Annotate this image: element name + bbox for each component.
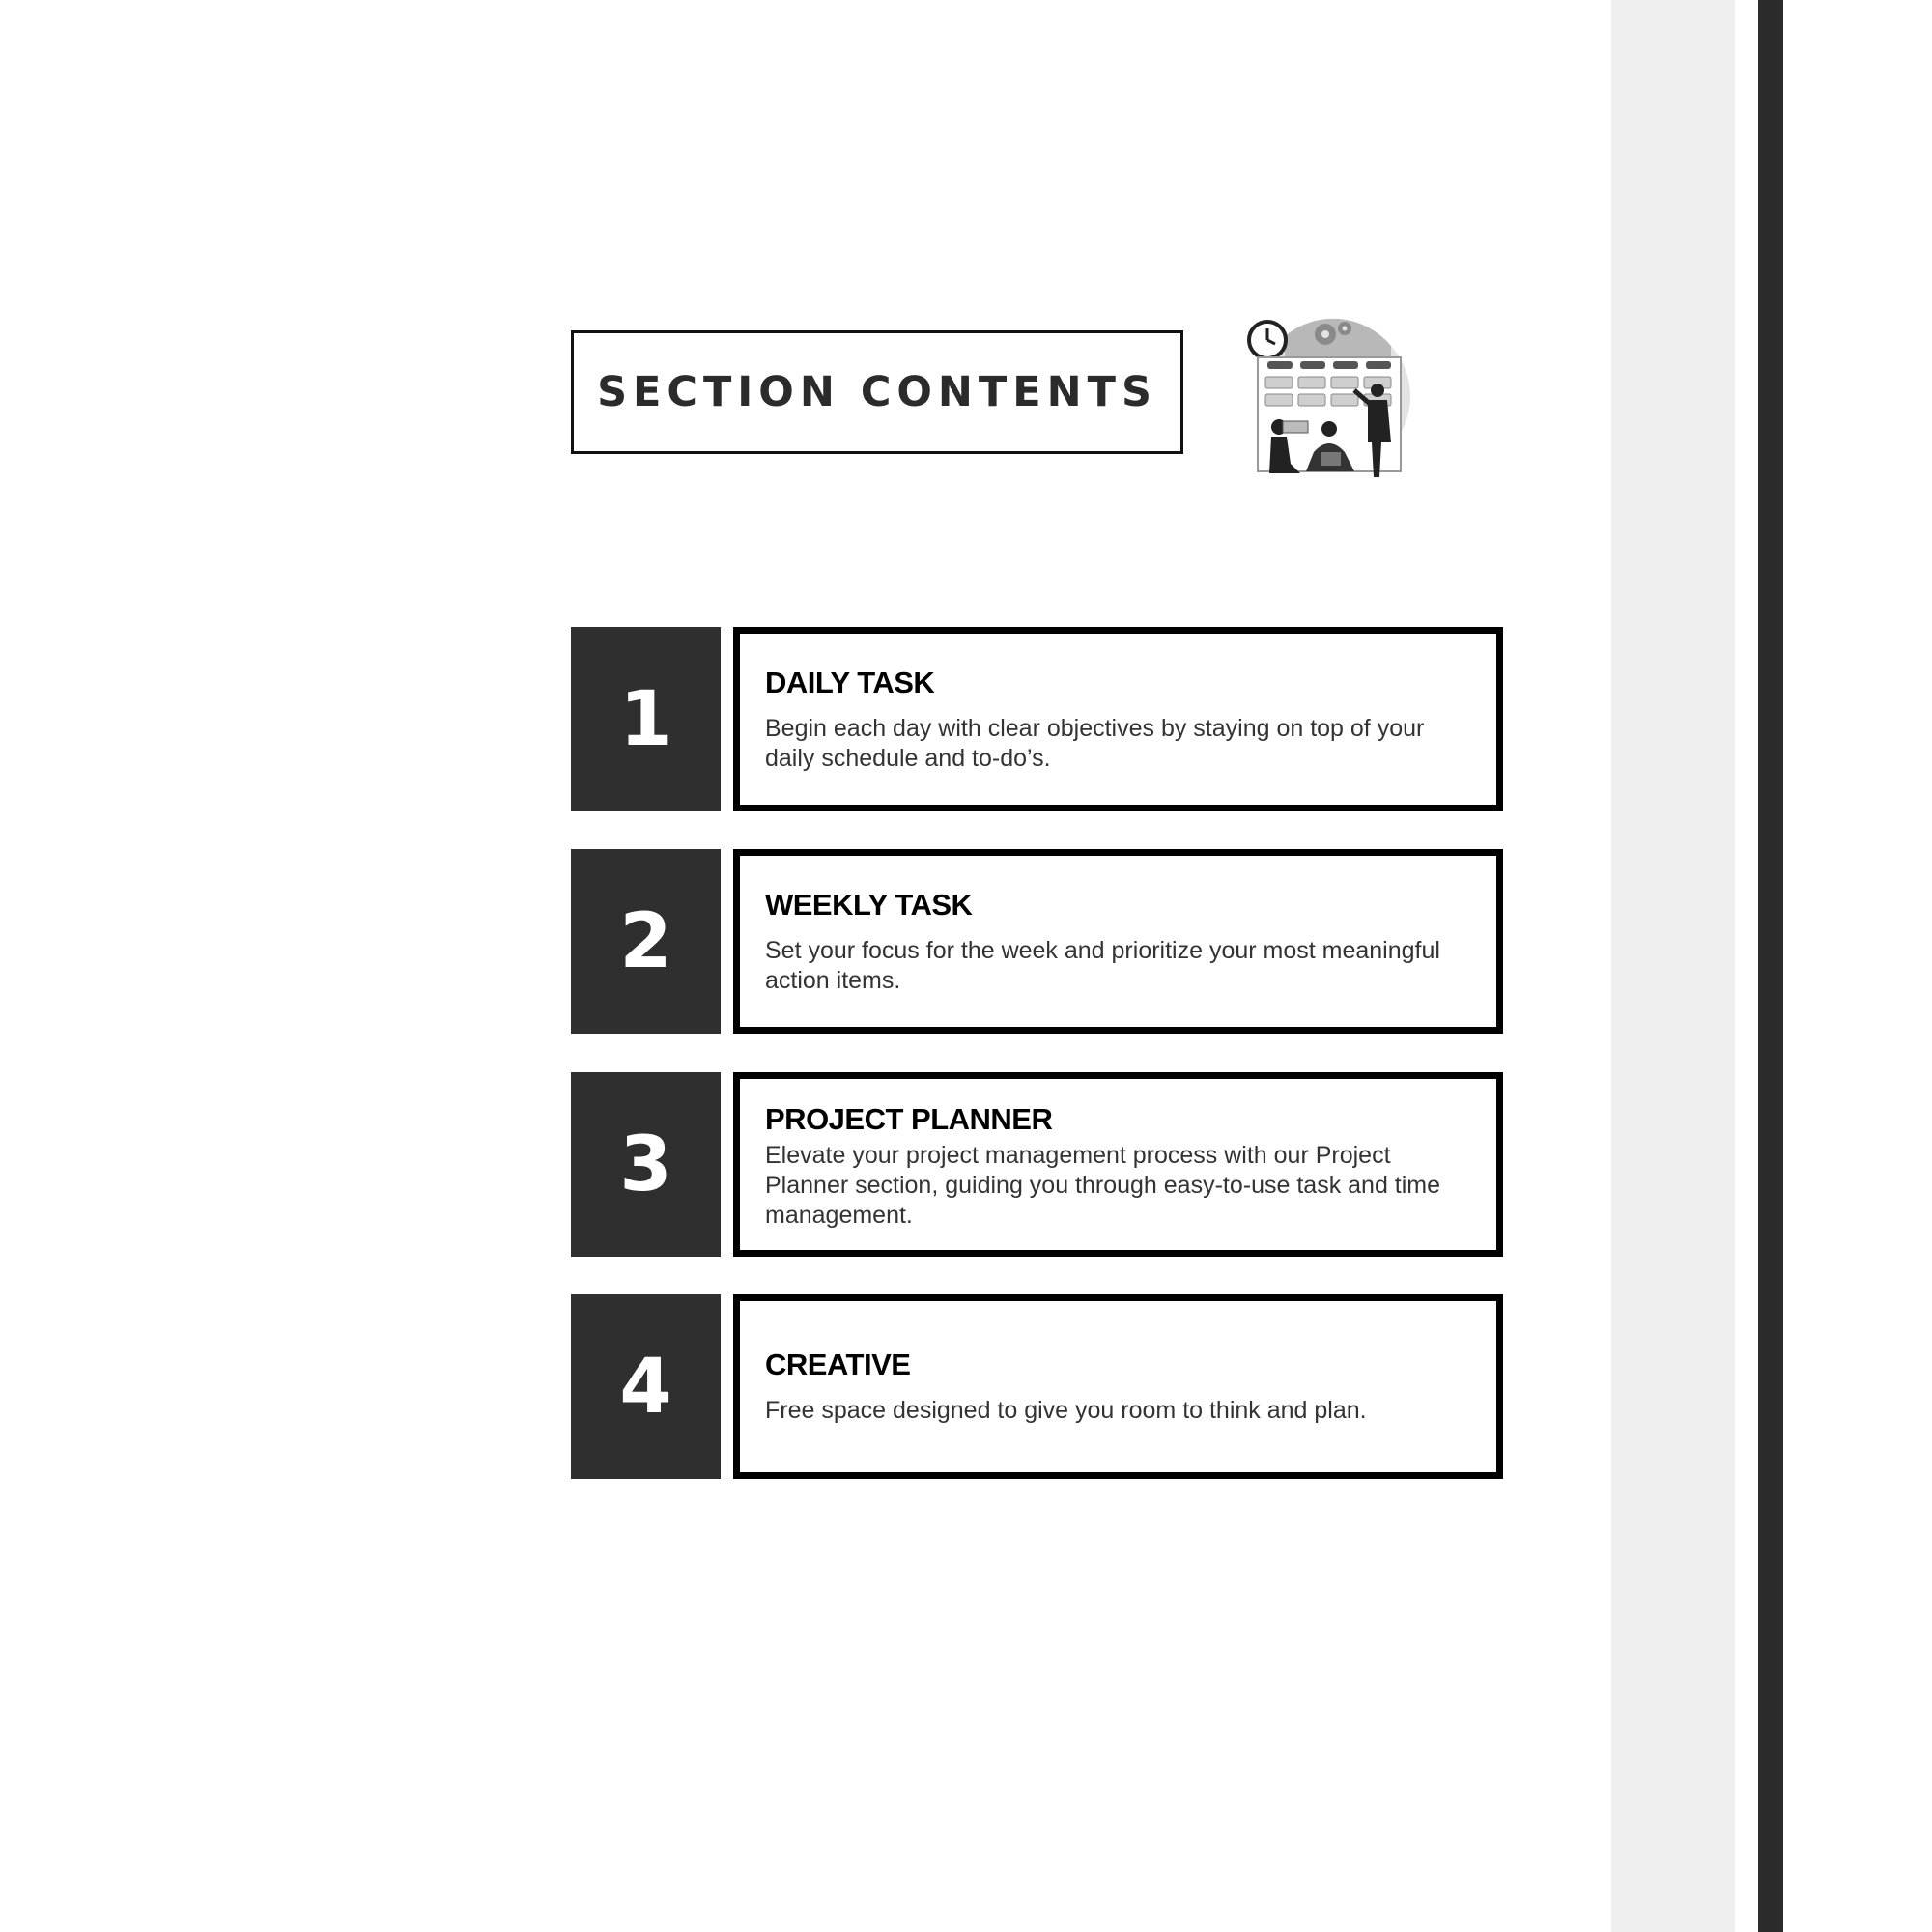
section-number: 4 (619, 1343, 672, 1431)
side-dark-bar (1758, 0, 1783, 1932)
team-planning-board-illustration-icon (1246, 307, 1410, 485)
section-item-description: Set your focus for the week and prioritize your most meaningful action items. (765, 936, 1440, 994)
section-number-block (571, 849, 721, 1034)
section-item-box (733, 1294, 1503, 1479)
section-number-block (571, 1072, 721, 1257)
section-item-title: CREATIVE (765, 1348, 911, 1381)
section-number-block (571, 1294, 721, 1479)
section-row-weekly-task (571, 849, 1503, 1034)
section-row-creative (571, 1294, 1503, 1479)
section-item-title: DAILY TASK (765, 665, 935, 699)
section-item-box (733, 627, 1503, 811)
section-item-box (733, 849, 1503, 1034)
section-item-description: Free space designed to give you room to think and plan. (765, 1397, 1367, 1424)
section-item-box (733, 1072, 1503, 1257)
section-item-description: Begin each day with clear objectives by staying on top of your daily schedule and to-do’s. (765, 714, 1425, 772)
section-row-project-planner (571, 1072, 1503, 1257)
section-title-box (571, 330, 1183, 454)
section-item-title: PROJECT PLANNER (765, 1102, 1053, 1136)
section-item-description: Elevate your project management process with our Project Planner section, guiding you through easy-to-use task and time management. (765, 1142, 1441, 1229)
section-number: 2 (619, 897, 672, 985)
side-shade-strip (1611, 0, 1735, 1932)
section-row-daily-task (571, 627, 1503, 811)
section-number: 1 (619, 675, 672, 763)
section-number: 3 (619, 1121, 672, 1208)
section-number-block (571, 627, 721, 811)
section-title: SECTION CONTENTS (597, 368, 1157, 416)
section-item-title: WEEKLY TASK (765, 887, 973, 922)
